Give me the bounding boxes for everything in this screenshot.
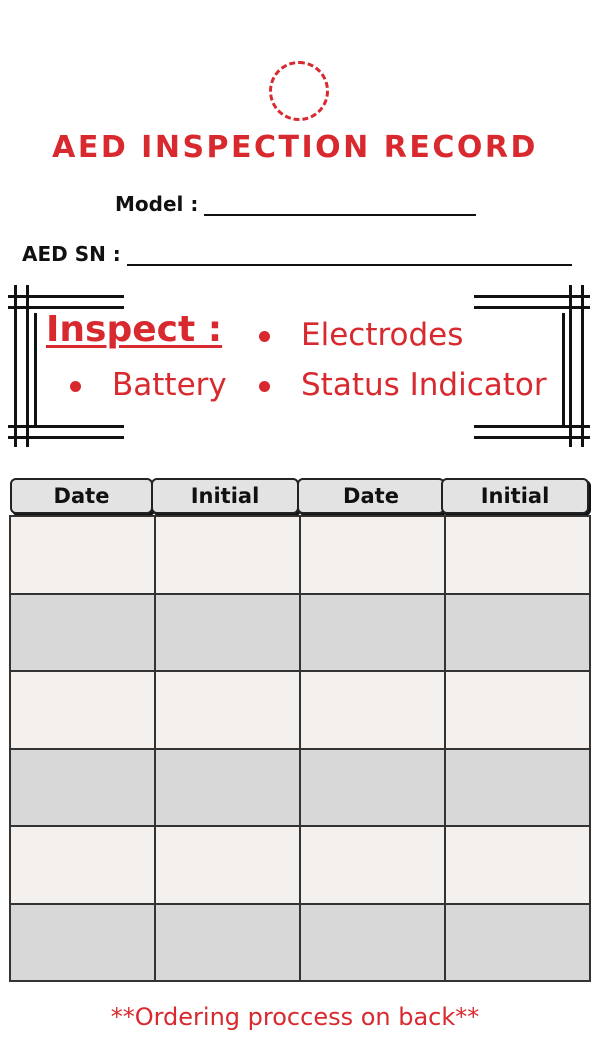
column-header-date: Date [297, 478, 445, 514]
table-cell[interactable] [10, 516, 155, 594]
serial-number-label: AED SN : [22, 242, 121, 266]
table-cell[interactable] [10, 594, 155, 672]
bullet-icon [70, 381, 81, 392]
table-cell[interactable] [300, 594, 445, 672]
table-cell[interactable] [10, 904, 155, 982]
inspection-log-table [9, 515, 591, 982]
table-header [10, 478, 592, 514]
table-cell[interactable] [300, 671, 445, 749]
table-cell[interactable] [155, 749, 300, 827]
inspect-heading: Inspect : [46, 309, 223, 350]
serial-number-field[interactable] [22, 242, 572, 266]
page-title: AED INSPECTION RECORD [52, 130, 538, 165]
footer-note: **Ordering proccess on back** [110, 1003, 480, 1031]
bullet-icon [259, 381, 270, 392]
circle-logo-placeholder [269, 61, 329, 121]
column-header-date: Date [10, 478, 153, 514]
table-cell[interactable] [10, 671, 155, 749]
table-cell[interactable] [155, 671, 300, 749]
table-cell[interactable] [10, 749, 155, 827]
inspect-item-electrodes: Electrodes [301, 317, 464, 353]
inspect-item-battery: Battery [112, 367, 227, 403]
column-header-initial: Initial [151, 478, 299, 514]
table-cell[interactable] [445, 904, 590, 982]
table-cell[interactable] [300, 904, 445, 982]
table-cell[interactable] [445, 671, 590, 749]
table-cell[interactable] [300, 826, 445, 904]
table-cell[interactable] [155, 516, 300, 594]
table-cell[interactable] [300, 749, 445, 827]
table-cell[interactable] [445, 594, 590, 672]
inspect-item-status-indicator: Status Indicator [301, 367, 547, 403]
table-cell[interactable] [155, 904, 300, 982]
model-line[interactable] [204, 196, 476, 216]
model-label: Model : [115, 192, 199, 216]
bullet-icon [259, 331, 270, 342]
serial-number-line[interactable] [127, 246, 572, 266]
table-cell[interactable] [445, 826, 590, 904]
table-cell[interactable] [155, 594, 300, 672]
table-cell[interactable] [155, 826, 300, 904]
model-field[interactable] [115, 192, 476, 216]
table-cell[interactable] [10, 826, 155, 904]
table-cell[interactable] [300, 516, 445, 594]
table-cell[interactable] [445, 516, 590, 594]
column-header-initial: Initial [441, 478, 589, 514]
table-cell[interactable] [445, 749, 590, 827]
